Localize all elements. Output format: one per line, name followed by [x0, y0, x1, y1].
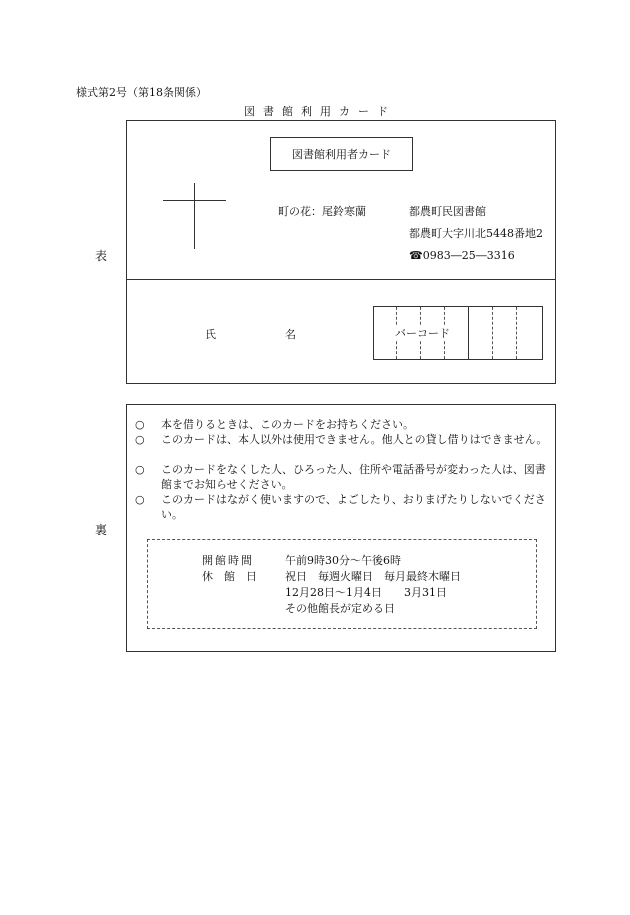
cross-mark-vertical	[194, 183, 195, 249]
open-hours-label: 開館時間	[202, 554, 254, 567]
notice-text: このカードはながく使いますので、よごしたり、おりまげたりしないでください。	[161, 493, 546, 521]
closed-days-label: 休 館 日	[202, 570, 257, 583]
form-number: 様式第2号（第18条関係）	[76, 86, 207, 99]
closed-days-value: 祝日 毎週火曜日 毎月最終木曜日	[285, 570, 461, 583]
closed-days-value: 12月28日～1月4日 3月31日	[285, 586, 447, 599]
notice-text: このカードは、本人以外は使用できません。他人との貸し借りはできません。	[161, 433, 548, 446]
notice-item	[135, 432, 549, 462]
card-back	[126, 404, 556, 652]
circle-bullet-icon: ○	[135, 493, 145, 506]
barcode-label: バーコード	[392, 325, 453, 341]
name-label-mei: 名	[285, 328, 296, 341]
barcode-stripe	[468, 307, 469, 359]
document-title: 図書館利用カード	[244, 105, 396, 118]
barcode-stripe	[492, 307, 493, 359]
notice-item	[135, 462, 549, 492]
circle-bullet-icon: ○	[135, 418, 145, 431]
barcode-area	[373, 306, 543, 360]
notice-text: このカードをなくした人、ひろった人、住所や電話番号が変わった人は、図書館までお知らせください。	[161, 463, 546, 491]
circle-bullet-icon: ○	[135, 433, 145, 446]
library-phone: ☎0983―25―3316	[409, 249, 515, 262]
opening-hours-box	[147, 539, 537, 629]
front-divider	[127, 279, 555, 280]
card-front	[126, 120, 556, 384]
library-address: 都農町大字川北5448番地2	[409, 227, 543, 240]
notice-item	[135, 417, 549, 432]
notice-text: 本を借りるときは、このカードをお持ちください。	[161, 418, 414, 431]
library-name: 都農町民図書館	[409, 205, 486, 218]
front-side-label: 表	[95, 249, 108, 263]
card-title: 図書館利用者カード	[292, 148, 391, 161]
open-hours-value: 午前9時30分～午後6時	[285, 554, 401, 567]
closed-days-value: その他館長が定める日	[285, 602, 395, 615]
notice-item	[135, 492, 549, 522]
circle-bullet-icon: ○	[135, 463, 145, 476]
town-flower: 町の花：尾鈴寒蘭	[278, 205, 366, 218]
card-title-box	[270, 137, 413, 171]
barcode-stripe	[516, 307, 517, 359]
name-label-shi: 氏	[205, 328, 216, 341]
back-side-label: 裏	[95, 523, 108, 537]
